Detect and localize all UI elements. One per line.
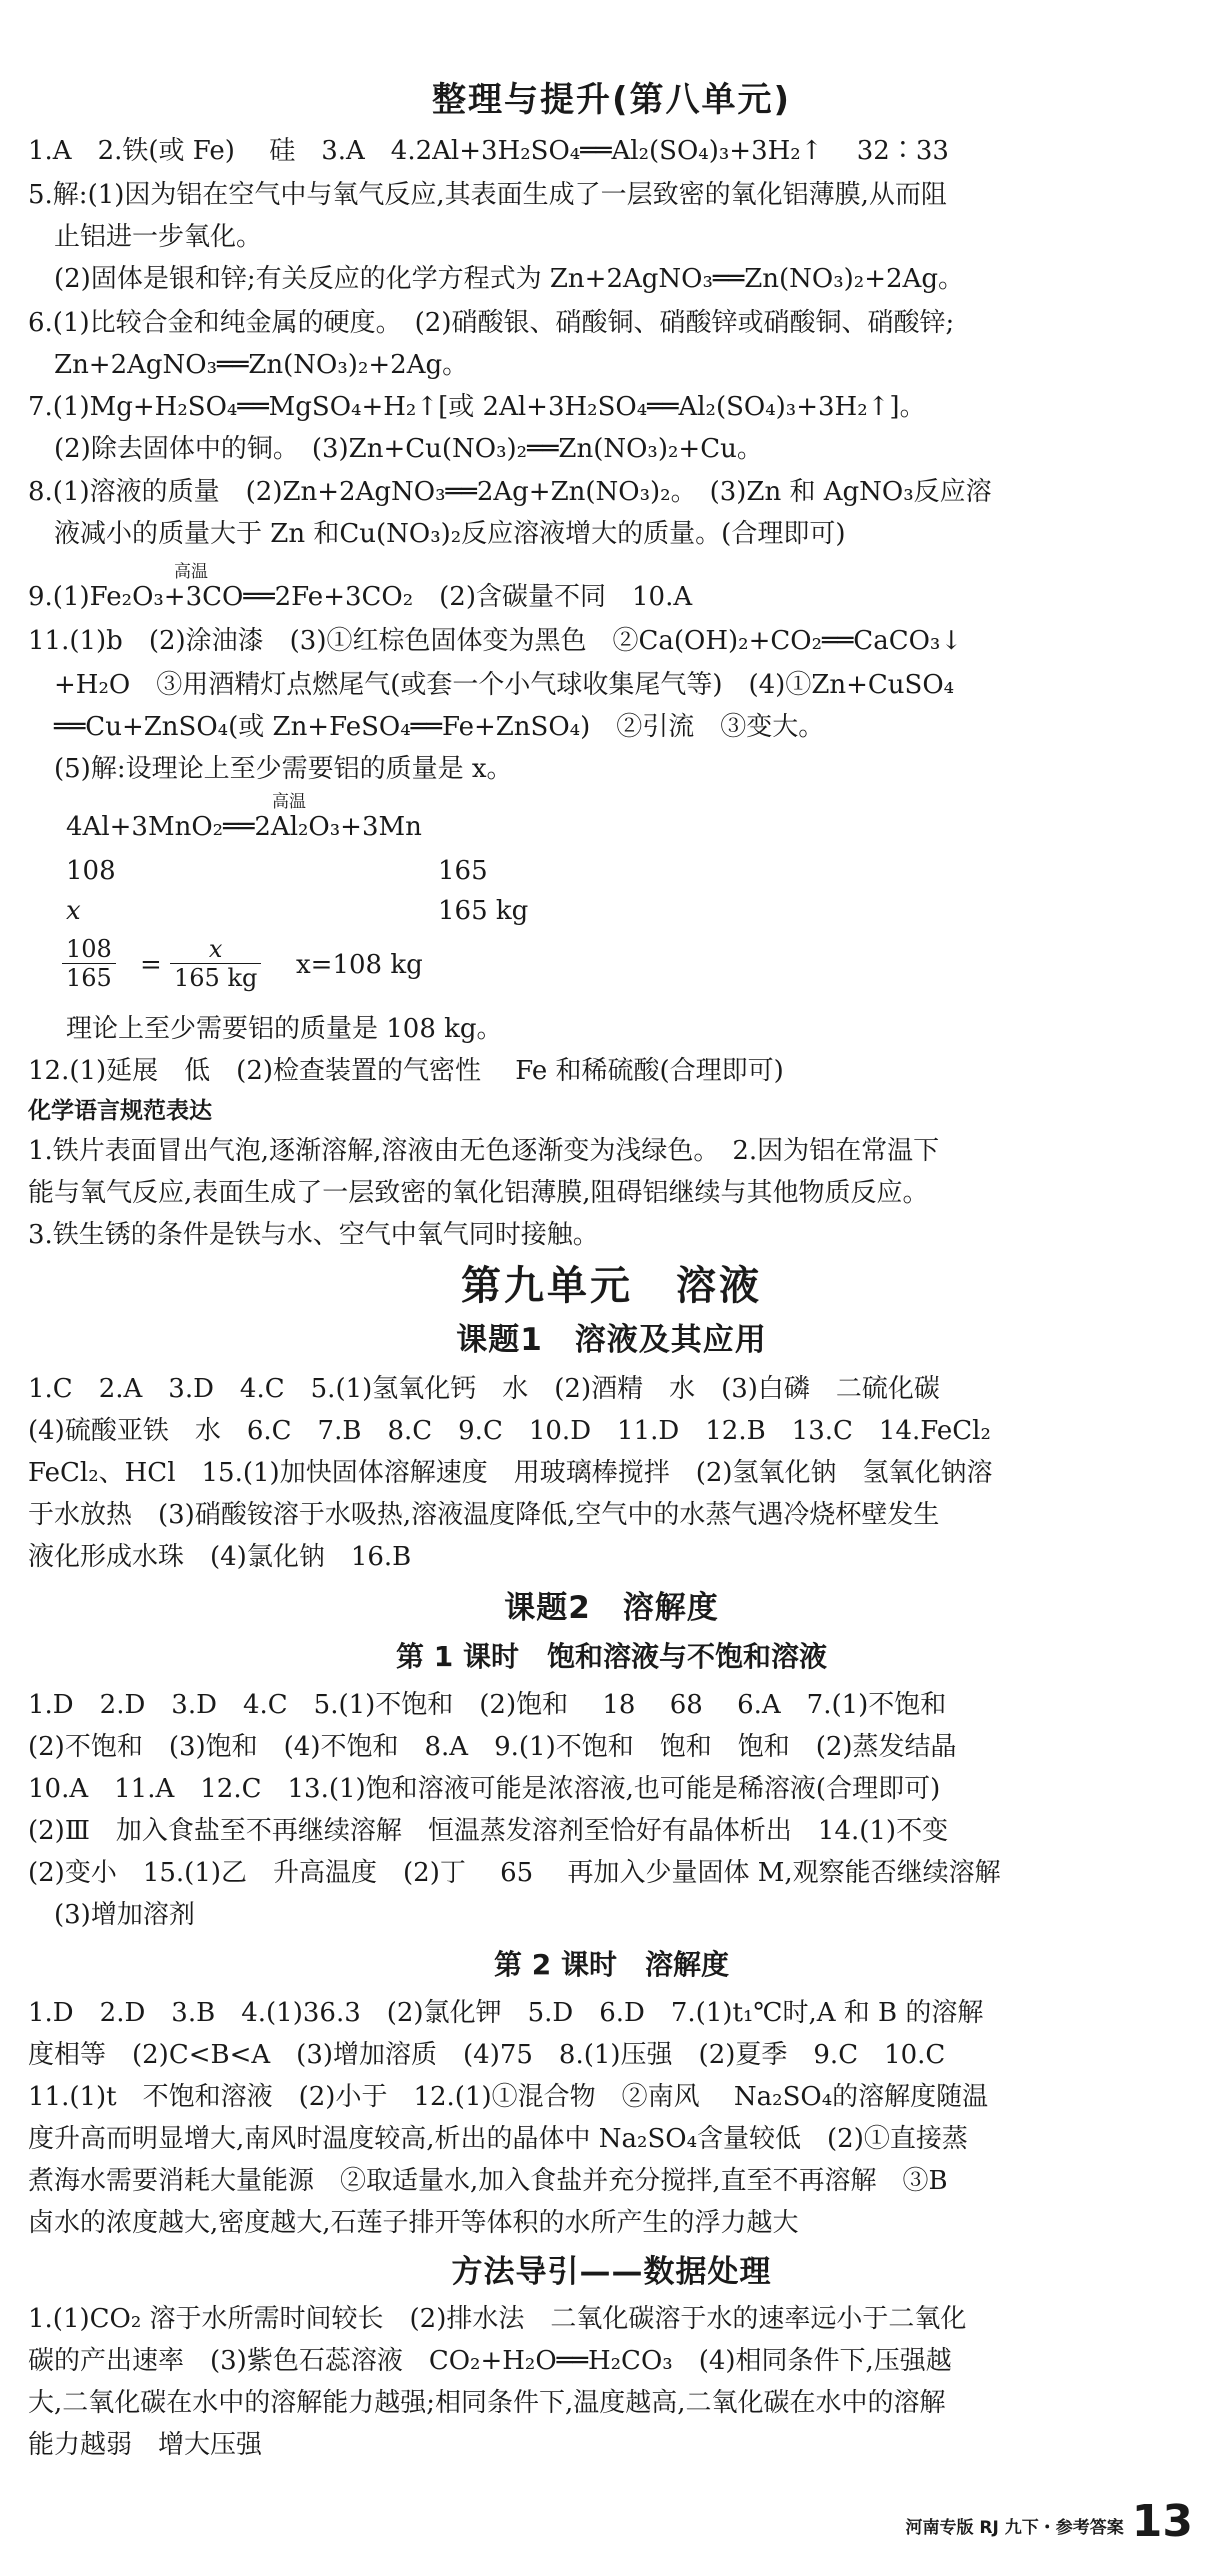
section-title-review-unit8: 整理与提升(第八单元) <box>431 80 792 120</box>
calc-value: x <box>66 896 81 926</box>
answer-line: (2)Ⅲ 加入食盐至不再继续溶解 恒温蒸发溶剂至恰好有晶体析出 14.(1)不变 <box>28 1816 949 1846</box>
answer-line: 能力越弱 增大压强 <box>28 2430 263 2460</box>
calc-value: 165 <box>438 856 488 886</box>
answer-line: 液减小的质量大于 Zn 和Cu(NO₃)₂反应溶液增大的质量。(合理即可) <box>28 519 846 549</box>
answer-line: 7.(1)Mg+H₂SO₄══MgSO₄+H₂↑[或 2Al+3H₂SO₄══Al₂(SO₄)₃+3H₂↑]。 <box>28 392 926 422</box>
answer-line: 8.(1)溶液的质量 (2)Zn+2AgNO₃══2Ag+Zn(NO₃)₂。 (3)Zn 和 AgNO₃反应溶 <box>28 477 992 507</box>
condition-high-temp-label: 高温 <box>174 562 208 582</box>
lesson-title: 课题2 溶解度 <box>504 1590 719 1626</box>
answer-line: (4)硫酸亚铁 水 6.C 7.B 8.C 9.C 10.D 11.D 12.B 13.C 14.FeCl₂ <box>28 1416 991 1446</box>
period-title: 第 1 课时 饱和溶液与不饱和溶液 <box>396 1640 827 1673</box>
condition-high-temp-label: 高温 <box>272 792 306 812</box>
answer-line: 11.(1)t 不饱和溶液 (2)小于 12.(1)①混合物 ②南风 Na₂SO₄的溶解度随温 <box>28 2082 989 2112</box>
calc-value: 165 kg <box>438 896 529 926</box>
answer-line: 液化形成水珠 (4)氯化钠 16.B <box>28 1542 412 1572</box>
answer-line: 于水放热 (3)硝酸铵溶于水吸热,溶液温度降低,空气中的水蒸气遇冷烧杯壁发生 <box>28 1500 940 1530</box>
answer-line: 止铝进一步氧化。 <box>28 222 263 252</box>
answer-line: 1.铁片表面冒出气泡,逐渐溶解,溶液由无色逐渐变为浅绿色。 2.因为铝在常温下 <box>28 1136 940 1166</box>
footer-text: 河南专版 RJ 九下・参考答案 <box>905 2518 1124 2538</box>
answer-line: 煮海水需要消耗大量能源 ②取适量水,加入食盐并充分搅拌,直至不再溶解 ③B <box>28 2166 948 2196</box>
equals-sign: = <box>140 950 162 980</box>
answer-line: (2)变小 15.(1)乙 升高温度 (2)丁 65 再加入少量固体 M,观察能否继续溶解 <box>28 1858 1001 1888</box>
answer-line: 能与氧气反应,表面生成了一层致密的氧化铝薄膜,阻碍铝继续与其他物质反应。 <box>28 1178 929 1208</box>
period-title: 第 2 课时 溶解度 <box>494 1948 729 1981</box>
answer-line: 6.(1)比较合金和纯金属的硬度。 (2)硝酸银、硝酸铜、硝酸锌或硝酸铜、硝酸锌; <box>28 308 955 338</box>
answer-line: (2)固体是银和锌;有关反应的化学方程式为 Zn+2AgNO₃══Zn(NO₃)₂+2Ag。 <box>28 264 964 294</box>
page-footer <box>905 2496 1194 2547</box>
answer-line: 9.(1)Fe₂O₃+3CO══2Fe+3CO₂ (2)含碳量不同 10.A <box>28 582 693 612</box>
fraction-left <box>62 935 116 992</box>
answer-line: 度升高而明显增大,南风时温度较高,析出的晶体中 Na₂SO₄含量较低 (2)①直接蒸 <box>28 2124 968 2154</box>
answer-line: (2)除去固体中的铜。 (3)Zn+Cu(NO₃)₂══Zn(NO₃)₂+Cu。 <box>28 434 763 464</box>
fraction-denominator: 165 <box>66 964 112 992</box>
method-title: 方法导引——数据处理 <box>451 2254 772 2290</box>
answer-line: (3)增加溶剂 <box>28 1900 195 1930</box>
answer-line: 大,二氧化碳在水中的溶解能力越强;相同条件下,温度越高,二氧化碳在水中的溶解 <box>28 2388 946 2418</box>
unit-title: 第九单元 溶液 <box>461 1263 762 1309</box>
calc-equation: 4Al+3MnO₂══2Al₂O₃+3Mn <box>66 812 422 842</box>
answer-line: 1.C 2.A 3.D 4.C 5.(1)氢氧化钙 水 (2)酒精 水 (3)白磷 二硫化碳 <box>28 1374 940 1404</box>
fraction-right <box>170 935 261 992</box>
answer-line: (2)不饱和 (3)饱和 (4)不饱和 8.A 9.(1)不饱和 饱和 饱和 (2)蒸发结晶 <box>28 1732 957 1762</box>
answer-line: Zn+2AgNO₃══Zn(NO₃)₂+2Ag。 <box>28 350 469 380</box>
answer-line: 3.铁生锈的条件是铁与水、空气中氧气同时接触。 <box>28 1220 599 1250</box>
calc-conclusion: 理论上至少需要铝的质量是 108 kg。 <box>66 1014 503 1044</box>
answer-line: 1.D 2.D 3.B 4.(1)36.3 (2)氯化钾 5.D 6.D 7.(1)t₁℃时,A 和 B 的溶解 <box>28 1998 984 2028</box>
answer-line: 1.D 2.D 3.D 4.C 5.(1)不饱和 (2)饱和 18 68 6.A 7.(1)不饱和 <box>28 1690 947 1720</box>
fraction-denominator: 165 kg <box>174 964 258 992</box>
calc-result: x=108 kg <box>296 950 423 980</box>
section-title-chem-language: 化学语言规范表达 <box>28 1098 212 1124</box>
answer-line: 5.解:(1)因为铝在空气中与氧气反应,其表面生成了一层致密的氧化铝薄膜,从而阻 <box>28 180 947 210</box>
answer-line: +H₂O ③用酒精灯点燃尾气(或套一个小气球收集尾气等) (4)①Zn+CuSO₄ <box>28 670 955 700</box>
fraction-numerator: x <box>170 935 261 964</box>
answer-line: 11.(1)b (2)涂油漆 (3)①红棕色固体变为黑色 ②Ca(OH)₂+CO₂══CaCO₃↓ <box>28 626 963 656</box>
answer-line: 碳的产出速率 (3)紫色石蕊溶液 CO₂+H₂O══H₂CO₃ (4)相同条件下,压强越 <box>28 2346 952 2376</box>
answer-line: 卤水的浓度越大,密度越大,石莲子排开等体积的水所产生的浮力越大 <box>28 2208 799 2238</box>
answer-line: 度相等 (2)C<B<A (3)增加溶质 (4)75 8.(1)压强 (2)夏季 9.C 10.C <box>28 2040 946 2070</box>
answer-line: ══Cu+ZnSO₄(或 Zn+FeSO₄══Fe+ZnSO₄) ②引流 ③变大。 <box>28 712 825 742</box>
answer-line: 10.A 11.A 12.C 13.(1)饱和溶液可能是浓溶液,也可能是稀溶液(合理即可) <box>28 1774 941 1804</box>
answer-line: 12.(1)延展 低 (2)检查装置的气密性 Fe 和稀硫酸(合理即可) <box>28 1056 784 1086</box>
answer-line: 1.(1)CO₂ 溶于水所需时间较长 (2)排水法 二氧化碳溶于水的速率远小于二氧化 <box>28 2304 967 2334</box>
fraction-numerator: 108 <box>62 935 116 964</box>
lesson-title: 课题1 溶液及其应用 <box>456 1322 767 1358</box>
page-number: 13 <box>1131 2496 1193 2547</box>
calc-value: 108 <box>66 856 116 886</box>
answer-line: FeCl₂、HCl 15.(1)加快固体溶解速度 用玻璃棒搅拌 (2)氢氧化钠 氢氧化钠溶 <box>28 1458 993 1488</box>
answer-line: 1.A 2.铁(或 Fe) 硅 3.A 4.2Al+3H₂SO₄══Al₂(SO₄)₃+3H₂↑ 32∶33 <box>28 136 949 166</box>
answer-line: (5)解:设理论上至少需要铝的质量是 x。 <box>28 754 513 784</box>
